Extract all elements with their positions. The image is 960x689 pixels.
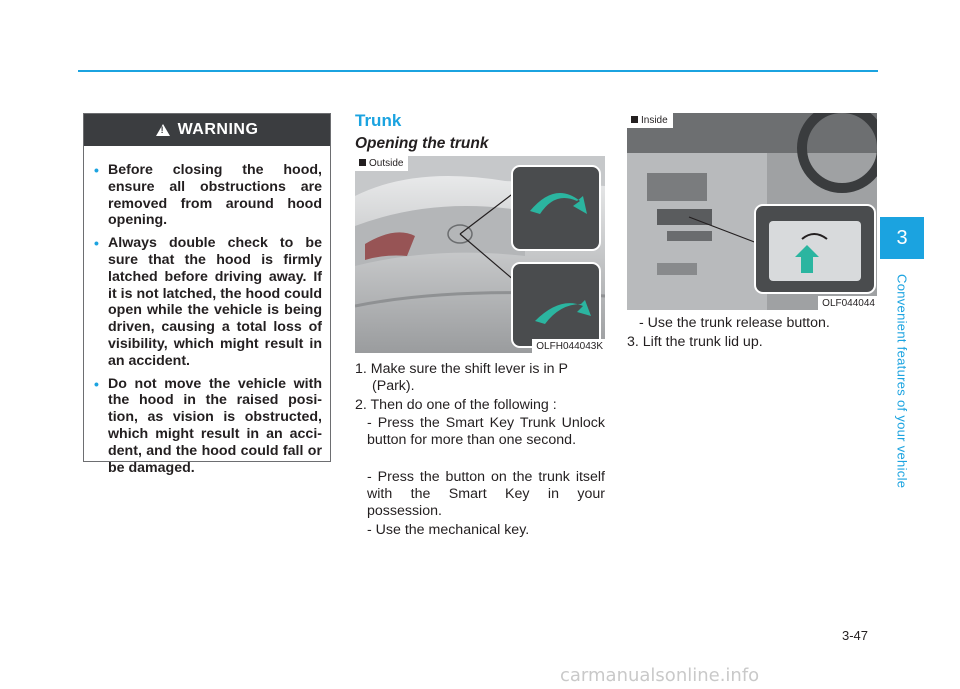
figure-code: OLF044044 [818, 296, 877, 310]
trunk-outside-illustration [355, 156, 605, 353]
figure-tag: Inside [627, 113, 673, 128]
figure-outside [355, 156, 605, 353]
chapter-label: Convenient features of your vehicle [894, 273, 910, 489]
warning-title: WARNING [177, 121, 259, 138]
step-2-option: - Press the Smart Key Trunk Unlock button for more than one second. [367, 415, 605, 448]
step-1-continued: (Park). [372, 378, 415, 394]
top-rule [78, 70, 878, 72]
warning-list [84, 146, 330, 476]
chapter-number: 3 [880, 217, 924, 259]
warning-header [84, 114, 330, 146]
step-2-option: - Use the mechanical key. [367, 522, 530, 538]
step-2: 2. Then do one of the following : [355, 397, 557, 413]
warning-item: • Do not move the vehicle with the hood in the raised posi-tion, as vision is obstructed, which might result in an acci-dent, and the hood could fall or be damaged. [94, 375, 322, 476]
bullet-icon: • [94, 235, 99, 252]
figure-inside [627, 113, 877, 310]
warning-box [83, 113, 331, 476]
bullet-icon: • [94, 375, 99, 392]
section-title: Trunk [355, 111, 402, 130]
step-2-option: - Press the button on the trunk itself with the Smart Key in your possession. [367, 469, 605, 519]
figure-tag: Outside [355, 156, 408, 171]
figure-code: OLFH044043K [532, 339, 605, 353]
step-2-option: - Use the trunk release button. [639, 315, 830, 331]
warning-item: • Before closing the hood, ensure all obstructions are removed from around hood opening. [94, 162, 322, 229]
section-subtitle: Opening the trunk [355, 135, 489, 152]
page-number: 3-47 [842, 628, 869, 643]
step-1: 1. Make sure the shift lever is in P [355, 361, 568, 377]
step-3: 3. Lift the trunk lid up. [627, 334, 763, 350]
trunk-inside-illustration [627, 113, 877, 310]
footer-watermark[interactable]: carmanualsonline.info [560, 665, 760, 686]
warning-icon [156, 124, 170, 136]
warning-item: • Always double check to be sure that the hood is firmly latched before driving away. If it is not latched, the hood could open while the vehicle is being driven, causing a total loss of visibility, which might result in an accident. [94, 235, 322, 369]
bullet-icon: • [94, 162, 99, 178]
